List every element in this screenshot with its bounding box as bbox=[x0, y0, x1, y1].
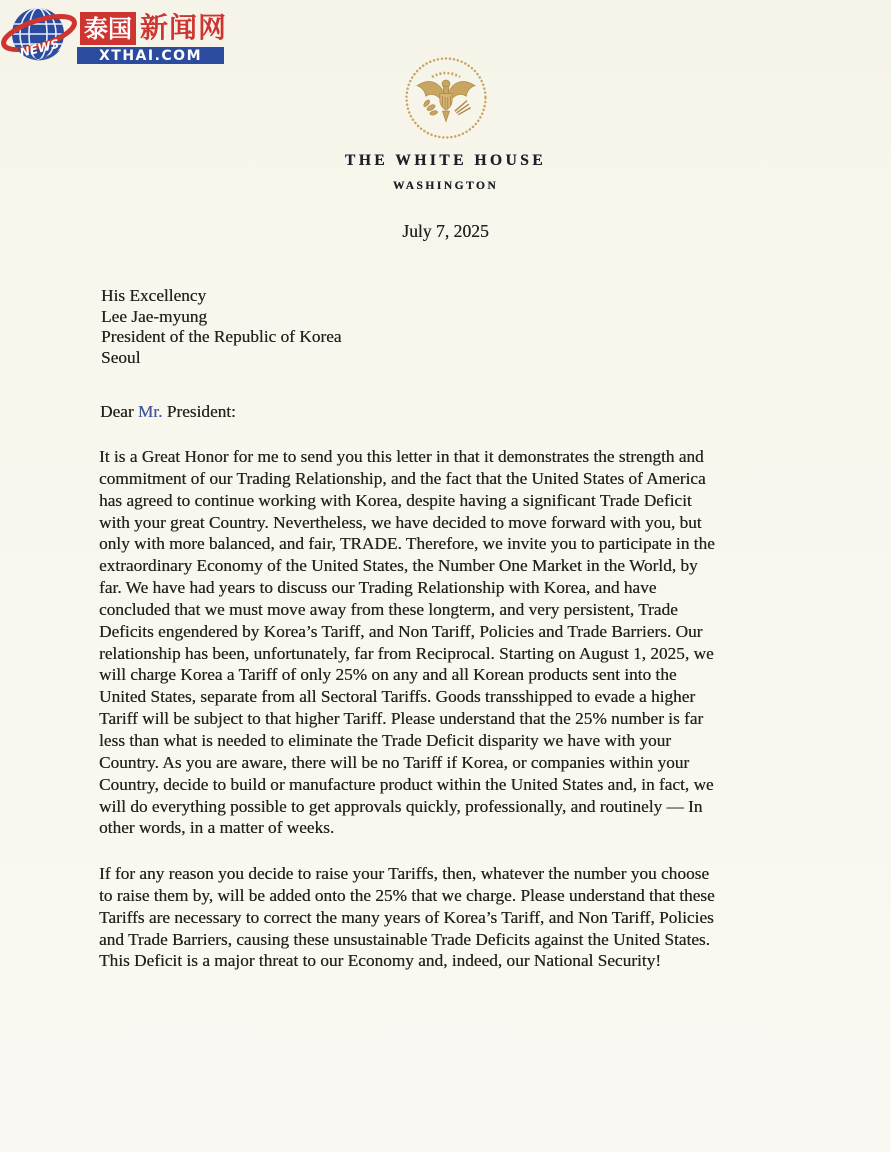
salutation-post: President: bbox=[166, 402, 236, 421]
body-line: relationship has been, unfortunately, far from Reciprocal. Starting on August 1, 2025, we bbox=[99, 643, 714, 663]
body-line: Country. As you are aware, there will be no Tariff if Korea, or companies within your bbox=[99, 752, 690, 772]
body-line: with your great Country. Nevertheless, we have decided to move forward with you, but bbox=[99, 512, 702, 532]
news-globe-icon bbox=[0, 2, 82, 68]
body-paragraph-1 bbox=[99, 446, 715, 839]
logo-cn-name-box-text: 泰国 bbox=[84, 14, 132, 43]
recipient-line: Lee Jae-myung bbox=[101, 306, 208, 326]
body-line: commitment of our Trading Relationship, and the fact that the United States of America bbox=[99, 468, 706, 488]
body-line: United States, separate from all Sectoral Tariffs. Goods transshipped to evade a higher bbox=[99, 687, 696, 707]
letterhead-title: THE WHITE HOUSE bbox=[344, 152, 547, 169]
xthai-watermark-logo bbox=[0, 0, 232, 68]
body-line: This Deficit is a major threat to our Economy and, indeed, our National Security! bbox=[99, 951, 661, 971]
recipient-line: His Excellency bbox=[101, 286, 207, 305]
salutation-pre: Dear bbox=[100, 402, 134, 421]
body-line: Tariffs are necessary to correct the many years of Korea’s Tariff, and Non Tariff, Policies bbox=[99, 907, 714, 927]
salutation bbox=[100, 402, 236, 422]
letter-date: July 7, 2025 bbox=[402, 221, 489, 241]
recipient-line: Seoul bbox=[101, 348, 141, 368]
body-line: It is a Great Honor for me to send you this letter in that it demonstrates the strength and bbox=[99, 447, 704, 466]
recipient-line: President of the Republic of Korea bbox=[101, 327, 342, 347]
body-line: less than what is needed to eliminate the Trade Deficit disparity we have with your bbox=[99, 730, 672, 750]
body-line: will do everything possible to get approvals quickly, professionally, and routinely — In bbox=[99, 796, 703, 816]
body-line: Deficits engendered by Korea’s Tariff, and Non Tariff, Policies and Trade Barriers. Our bbox=[99, 621, 703, 641]
body-line: If for any reason you decide to raise your Tariffs, then, whatever the number you choose bbox=[99, 864, 709, 883]
logo-domain-bar: XTHAI.COM bbox=[77, 47, 224, 64]
body-line: will charge Korea a Tariff of only 25% on any and all Korean products sent into the bbox=[99, 665, 677, 685]
logo-cn-name-rest: 新闻网 bbox=[140, 11, 228, 44]
body-line: Tariff will be subject to that higher Tariff. Please understand that the 25% number is far bbox=[99, 709, 704, 729]
salutation-honorific: Mr. bbox=[137, 402, 163, 421]
body-line: extraordinary Economy of the United States, the Number One Market in the World, by bbox=[99, 556, 698, 576]
body-paragraph-2 bbox=[99, 863, 715, 972]
body-line: concluded that we must move away from these longterm, and very persistent, Trade bbox=[99, 599, 678, 619]
logo-cn-name-box bbox=[80, 12, 136, 45]
presidential-seal-icon bbox=[402, 55, 490, 141]
recipient-block bbox=[101, 286, 341, 369]
body-line: to raise them by, will be added onto the 25% that we charge. Please understand that these bbox=[99, 885, 715, 905]
body-line: and Trade Barriers, causing these unsustainable Trade Deficits against the United States. bbox=[99, 929, 710, 949]
globe-news-label: NEWS bbox=[18, 36, 61, 60]
letterhead-subtitle: WASHINGTON bbox=[392, 180, 499, 192]
body-line: Country, decide to build or manufacture product within the United States and, in fact, we bbox=[99, 774, 714, 794]
body-line: only with more balanced, and fair, TRADE. Therefore, we invite you to participate in the bbox=[99, 534, 715, 554]
body-line: has agreed to continue working with Korea, despite having a significant Trade Deficit bbox=[99, 490, 692, 510]
body-line: far. We have had years to discuss our Trading Relationship with Korea, and have bbox=[99, 578, 657, 598]
body-line: other words, in a matter of weeks. bbox=[99, 818, 335, 838]
